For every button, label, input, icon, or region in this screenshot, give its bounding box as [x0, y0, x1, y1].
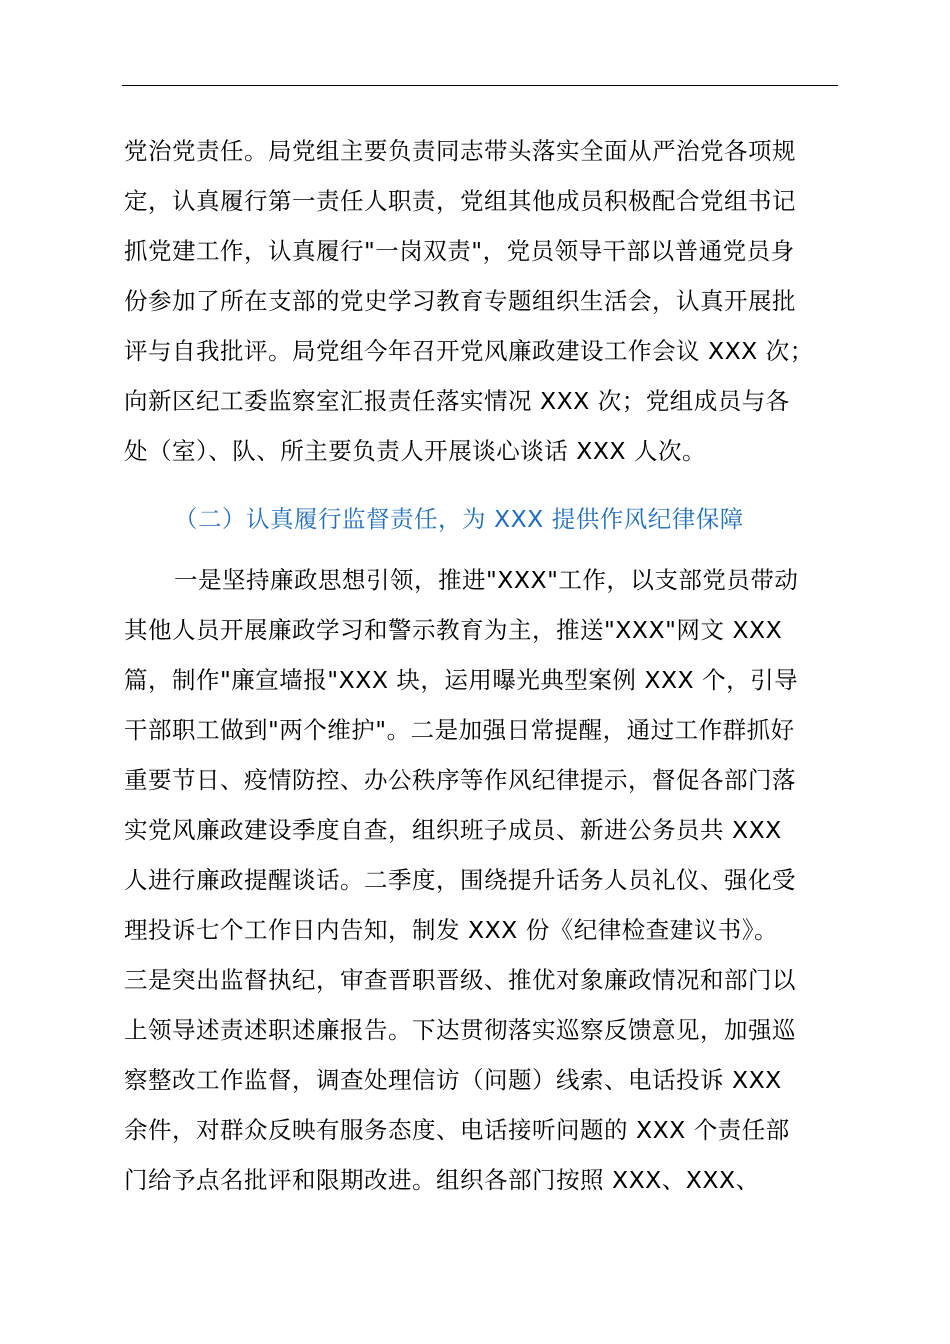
text-line: 定，认真履行第一责任人职责，党组其他成员积极配合党组书记 [124, 187, 796, 215]
header-rule [122, 85, 838, 86]
text-line: 三是突出监督执纪，审查晋职晋级、推优对象廉政情况和部门以 [124, 966, 796, 994]
text-line: 重要节日、疫情防控、办公秩序等作风纪律提示，督促各部门落 [124, 766, 796, 794]
text-line: 处（室）、队、所主要负责人开展谈心谈话 XXX 人次。 [124, 437, 706, 465]
text-line: 抓党建工作，认真履行"一岗双责"，党员领导干部以普通党员身 [124, 237, 795, 265]
text-line: 察整改工作监督，调查处理信访（问题）线索、电话投诉 XXX [124, 1066, 782, 1094]
text-line: 向新区纪工委监察室汇报责任落实情况 XXX 次；党组成员与各 [124, 387, 790, 415]
text-line: 一是坚持廉政思想引领，推进"XXX"工作，以支部党员带动 [174, 566, 799, 594]
paragraph-continued [124, 126, 858, 476]
section-heading: （二）认真履行监督责任，为 XXX 提供作风纪律保障 [174, 505, 744, 533]
text-line: 余件，对群众反映有服务态度、电话接听问题的 XXX 个责任部 [124, 1116, 790, 1144]
text-line: 门给予点名批评和限期改进。组织各部门按照 XXX、XXX、 [124, 1166, 760, 1194]
text-line: 党治党责任。局党组主要负责同志带头落实全面从严治党各项规 [124, 137, 796, 165]
text-line: 份参加了所在支部的党史学习教育专题组织生活会，认真开展批 [124, 287, 796, 315]
text-line: 评与自我批评。局党组今年召开党风廉政建设工作会议 XXX 次； [124, 337, 814, 365]
document-body [124, 126, 858, 1205]
text-line: 上领导述责述职述廉报告。下达贯彻落实巡察反馈意见，加强巡 [124, 1016, 796, 1044]
text-line: 理投诉七个工作日内告知，制发 XXX 份《纪律检查建议书》。 [124, 916, 778, 944]
paragraph-supervision [124, 555, 858, 1205]
text-line: 实党风廉政建设季度自查，组织班子成员、新进公务员共 XXX [124, 816, 782, 844]
text-line: 篇，制作"廉宣墙报"XXX 块，运用曝光典型案例 XXX 个，引导 [124, 666, 799, 694]
text-line: 人进行廉政提醒谈话。二季度，围绕提升话务人员礼仪、强化受 [124, 866, 796, 894]
text-line: 干部职工做到"两个维护"。二是加强日常提醒，通过工作群抓好 [124, 716, 795, 744]
text-line: 其他人员开展廉政学习和警示教育为主，推送"XXX"网文 XXX [124, 616, 783, 644]
